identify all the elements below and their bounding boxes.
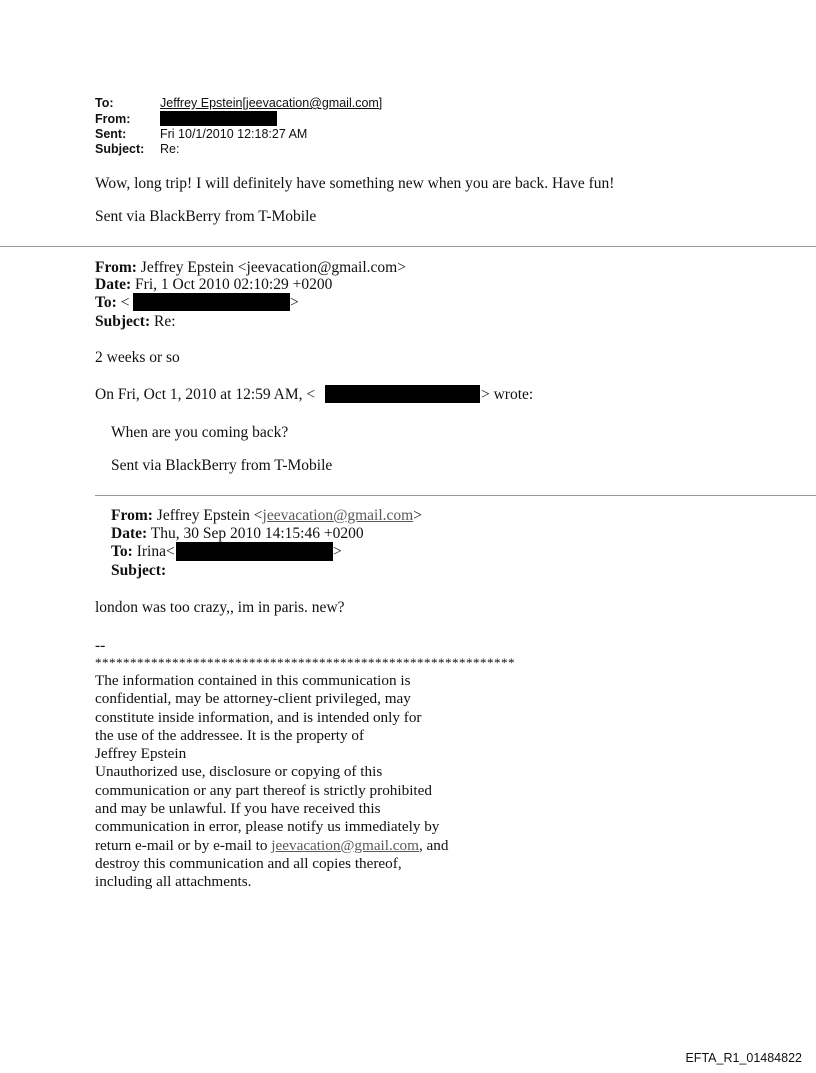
quote-signature: Sent via BlackBerry from T-Mobile	[111, 457, 333, 474]
disclaimer-line: The information contained in this communication is	[95, 672, 411, 689]
to-line	[111, 543, 175, 561]
from-post: >	[413, 507, 422, 524]
date-value: Thu, 30 Sep 2010 14:15:46 +0200	[150, 525, 364, 542]
divider	[0, 246, 816, 247]
quote-body: When are you coming back?	[111, 424, 289, 441]
divider	[95, 495, 816, 496]
from-value: Jeffrey Epstein <jeevacation@gmail.com>	[140, 259, 406, 276]
from-pre: Jeffrey Epstein <	[156, 507, 263, 524]
email-3-body: london was too crazy,, im in paris. new?	[95, 599, 345, 616]
disclaimer-line: constitute inside information, and is intended only for	[95, 708, 422, 726]
disclaimer-line: communication or any part thereof is strictly prohibited	[95, 781, 432, 799]
subject-value: Re:	[153, 313, 176, 330]
subject-line	[111, 562, 166, 580]
subject-line	[95, 313, 176, 331]
from-line	[95, 259, 406, 277]
to-value: Irina<	[136, 543, 175, 560]
date-line	[95, 276, 332, 294]
quote-intro-post: > wrote:	[481, 386, 534, 403]
date-label: Date:	[95, 276, 132, 293]
subject-value: Re:	[160, 142, 180, 156]
disclaimer-line-post: , and	[418, 836, 449, 854]
disclaimer-line: destroy this communication and all copies thereof,	[95, 854, 402, 872]
sent-label: Sent:	[95, 127, 127, 141]
disclaimer-line: the use of the addressee. It is the property of	[95, 726, 365, 744]
from-label: From:	[95, 112, 131, 126]
from-line	[111, 507, 422, 525]
redaction-box	[160, 111, 277, 126]
to-close: >	[290, 294, 299, 311]
email-link[interactable]: jeevacation@gmail.com	[262, 507, 414, 524]
to-value: Jeffrey Epstein[jeevacation@gmail.com]	[160, 96, 383, 110]
email-link[interactable]: jeevacation@gmail.com	[271, 836, 419, 854]
email-1-body: Wow, long trip! I will definitely have something new when you are back. Have fun!	[95, 175, 615, 192]
subject-label: Subject:	[95, 142, 145, 156]
disclaimer-line: confidential, may be attorney-client privileged, may	[95, 690, 411, 708]
date-label: Date:	[111, 525, 148, 542]
to-label: To:	[111, 543, 133, 560]
from-label: From:	[95, 259, 137, 276]
disclaimer-line: Unauthorized use, disclosure or copying of this	[95, 763, 383, 781]
to-close: >	[333, 543, 342, 560]
disclaimer-line: communication in error, please notify us immediately by	[95, 818, 440, 836]
signature-dashes: --	[95, 637, 106, 654]
to-label: To:	[95, 96, 114, 110]
disclaimer-line: and may be unlawful. If you have received this	[95, 800, 381, 818]
redaction-box	[325, 385, 480, 403]
separator-stars: ************************************************************	[95, 655, 515, 670]
subject-label: Subject:	[111, 562, 167, 579]
redaction-box	[176, 542, 333, 561]
quote-intro	[95, 386, 315, 404]
quote-intro-pre: On Fri, Oct 1, 2010 at 12:59 AM, <	[95, 386, 316, 403]
disclaimer-line: Jeffrey Epstein	[95, 745, 187, 763]
disclaimer-line-pre: return e-mail or by e-mail to	[95, 836, 272, 854]
redaction-box	[133, 293, 290, 311]
to-open: <	[120, 294, 130, 311]
email-2-body: 2 weeks or so	[95, 349, 180, 366]
disclaimer	[95, 672, 448, 892]
disclaimer-line: including all attachments.	[95, 873, 252, 891]
disclaimer-line	[95, 837, 448, 855]
subject-label: Subject:	[95, 313, 151, 330]
date-line	[111, 525, 364, 543]
to-label: To:	[95, 294, 117, 311]
from-label: From:	[111, 507, 153, 524]
to-line	[95, 294, 129, 312]
date-value: Fri, 1 Oct 2010 02:10:29 +0200	[135, 276, 333, 293]
document-id: EFTA_R1_01484822	[685, 1051, 802, 1065]
email-1-signature: Sent via BlackBerry from T-Mobile	[95, 208, 317, 225]
sent-value: Fri 10/1/2010 12:18:27 AM	[160, 127, 308, 141]
